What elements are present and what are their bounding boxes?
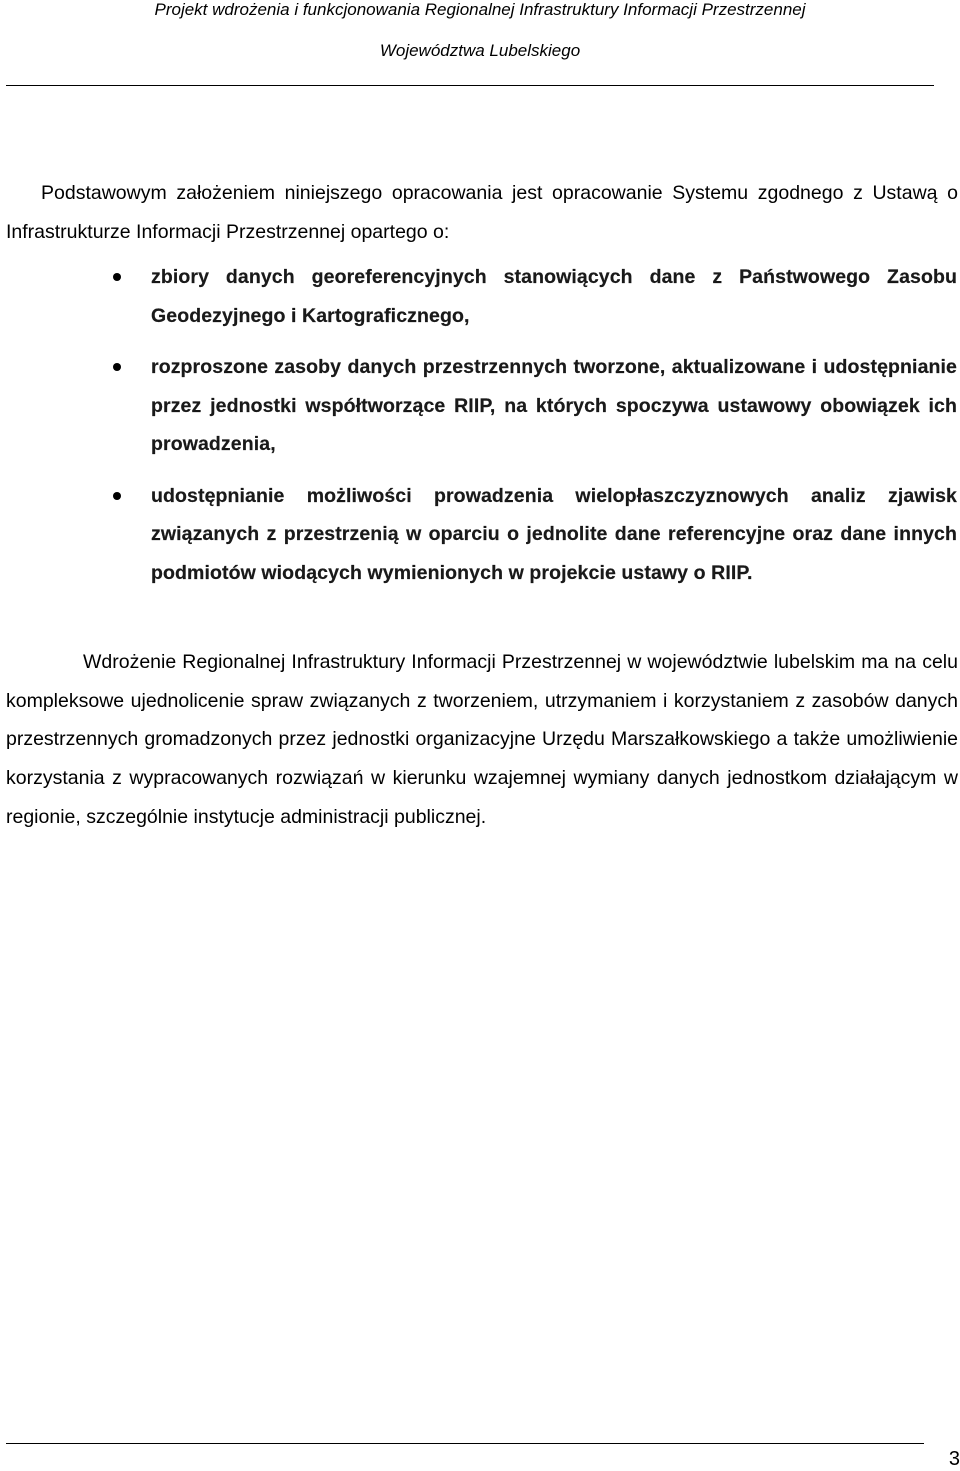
bullet-text: zbiory danych georeferencyjnych stanowiących dane z Państwowego Zasobu Geodezyjnego i Kartograficznego, bbox=[151, 266, 957, 327]
header-title-line-2: Województwa Lubelskiego bbox=[379, 41, 581, 60]
body-paragraph: Wdrożenie Regionalnej Infrastruktury Informacji Przestrzennej w województwie lubelskim ma na celu kompleksowe ujednolicenie spraw związanych z tworzeniem, utrzymaniem i korzystaniem z zasobów danych przestrzennych gromadzonych przez jednostki organizacyjne Urzędu Marszałkowskiego a także umożliwienie korzystania z wypracowanych rozwiązań w kierunku wzajemnej wymiany danych jednostkom działającym w regionie, szczególnie instytucje administracji publicznej. bbox=[6, 651, 958, 828]
footer-divider bbox=[6, 1443, 924, 1444]
bullet-list bbox=[0, 258, 960, 592]
bullet-dot-icon bbox=[113, 363, 121, 371]
bullet-dot-icon bbox=[113, 273, 121, 281]
bullet-dot-icon bbox=[113, 492, 121, 500]
intro-paragraph: Podstawowym założeniem niniejszego opracowania jest opracowanie Systemu zgodnego z Ustawą o Infrastrukturze Informacji Przestrzennej opartego o: bbox=[6, 182, 958, 243]
bullet-item bbox=[0, 348, 957, 464]
bullet-text: rozproszone zasoby danych przestrzennych tworzone, aktualizowane i udostępnianie przez jednostki współtworzące RIIP, na których spoczywa ustawowy obowiązek ich prowadzenia, bbox=[151, 356, 957, 455]
bullet-item bbox=[0, 477, 957, 593]
header-title-line-1: Projekt wdrożenia i funkcjonowania Regionalnej Infrastruktury Informacji Przestrzennej bbox=[154, 0, 806, 19]
page-number: 3 bbox=[948, 1448, 960, 1470]
bullet-item bbox=[0, 258, 957, 335]
bullet-text: udostępnianie możliwości prowadzenia wielopłaszczyznowych analiz zjawisk związanych z przestrzenią w oparciu o jednolite dane referencyjne oraz dane innych podmiotów wiodących wymienionych w projekcie ustawy o RIIP. bbox=[151, 484, 957, 584]
header-divider bbox=[6, 85, 934, 86]
